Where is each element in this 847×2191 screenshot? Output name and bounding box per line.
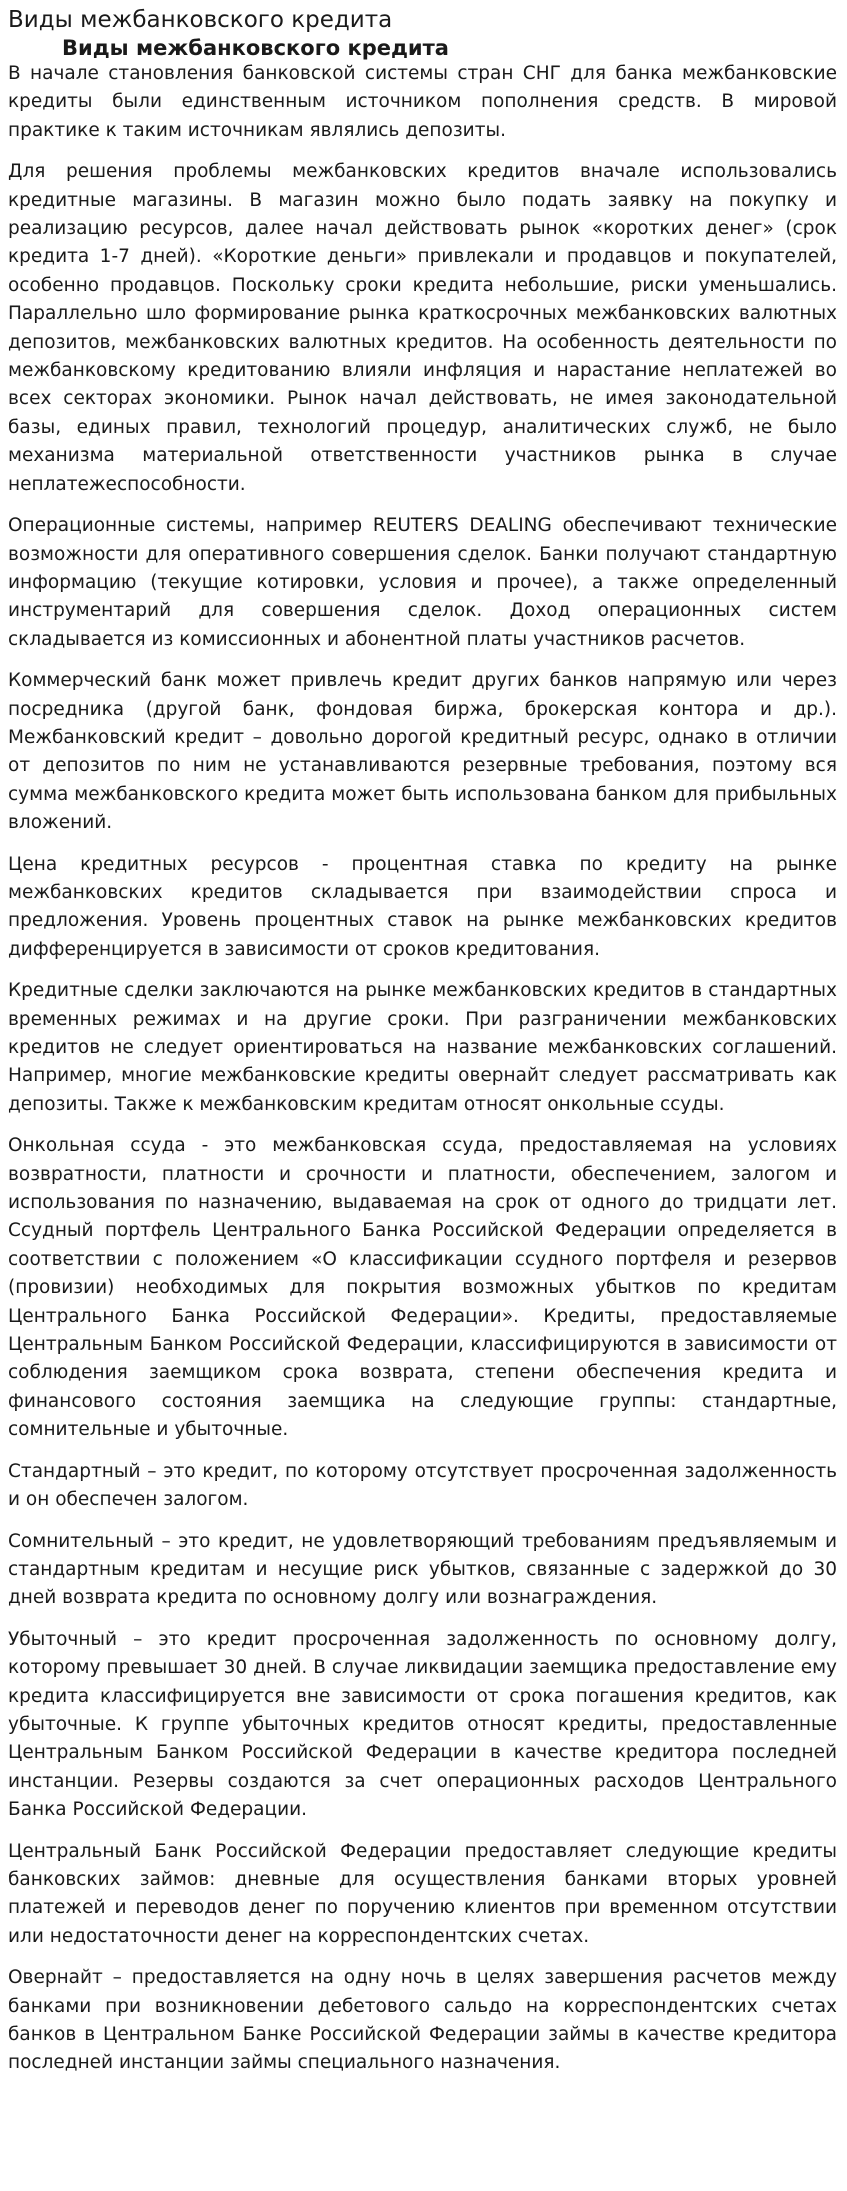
paragraph-price-of-resources: Цена кредитных ресурсов - процентная ставка по кредиту на рынке межбанковских кредитов складывается при взаимодействии спроса и предложения. Уровень процентных ставок на рынке межбанковских кредитов дифференцируется в зависимости от сроков кредитования. [8, 853, 837, 960]
paragraph-call-loan: Онкольная ссуда - это межбанковская ссуда, предоставляемая на условиях возвратности, платности и срочности и платности, обеспечением, залогом и использования по назначению, выдаваемая на срок от одного до тридцати лет. Ссудный портфель Центрального Банка Российской Федерации определяется в соответствии с положением «О классификации ссудного портфеля и резервов (провизии) необходимых для покрытия возможных убытков по кредитам Центрального Банка Российской Федерации». Кредиты, предоставляемые Центральным Банком Российской Федерации, классифицируются в зависимости от соблюдения заемщиком срока возврата, степени обеспечения кредита и финансового состояния заемщика на следующие группы: стандартные, сомнительные и убыточные. [8, 1135, 837, 1441]
paragraph-credit-deals: Кредитные сделки заключаются на рынке межбанковских кредитов в стандартных временных режимах и на другие сроки. При разграничении межбанковских кредитов не следует ориентироваться на название межбанковских соглашений. Например, многие межбанковские кредиты овернайт следует рассматривать как депозиты. Также к межбанковским кредитам относят онкольные ссуды. [8, 980, 837, 1115]
paragraph-loss: Убыточный – это кредит просроченная задолженность по основному долгу, которому превышает 30 дней. В случае ликвидации заемщика предоставление ему кредита классифицируется вне зависимости от срока погашения кредитов, как убыточные. К группе убыточных кредитов относят кредиты, предоставленные Центральным Банком Российской Федерации в качестве кредитора последней инстанции. Резервы создаются за счет операционных расходов Центрального Банка Российской Федерации. [8, 1628, 837, 1821]
paragraph-commercial-bank: Коммерческий банк может привлечь кредит других банков напрямую или через посредника (другой банк, фондовая биржа, брокерская контора и др.). Межбанковский кредит – довольно дорогой кредитный ресурс, однако в отличии от депозитов по ним не устанавливаются резервные требования, поэтому вся сумма межбанковского кредита может быть использована банком для прибыльных вложений. [8, 670, 837, 834]
paragraph-intro: В начале становления банковской системы стран СНГ для банка межбанковские кредиты были единственным источником пополнения средств. В мировой практике к таким источникам являлись депозиты. [8, 63, 837, 141]
paragraph-operational-systems: Операционные системы, например REUTERS DEALING обеспечивают технические возможности для оперативного совершения сделок. Банки получают стандартную информацию (текущие котировки, условия и прочее), а также определенный инструментарий для совершения сделок. Доход операционных систем складывается из комиссионных и абонентной платы участников расчетов. [8, 515, 837, 650]
paragraph-central-bank-credits: Центральный Банк Российской Федерации предоставляет следующие кредиты банковских займов: дневные для осуществления банками вторых уровней платежей и переводов денег по поручению клиентов при временном отсутствии или недостаточности денег на корреспондентских счетах. [8, 1840, 837, 1947]
article-heading: Виды межбанковского кредита [62, 36, 449, 60]
paragraph-standard: Стандартный – это кредит, по которому отсутствует просроченная задолженность и он обеспечен залогом. [8, 1460, 837, 1511]
paragraph-doubtful: Сомнительный – это кредит, не удовлетворяющий требованиям предъявляемым и стандартным кредитам и несущие риск убытков, связанные с задержкой до 30 дней возврата кредита по основному долгу или вознаграждения. [8, 1530, 837, 1609]
page-title: Виды межбанковского кредита [8, 7, 393, 33]
paragraph-overnight: Овернайт – предоставляется на одну ночь в целях завершения расчетов между банками при возникновении дебетового сальдо на корреспондентских счетах банков в Центральном Банке Российской Федерации займы в качестве кредитора последней инстанции займы специального назначения. [8, 1967, 837, 2074]
paragraph-credit-shops: Для решения проблемы межбанковских кредитов вначале использовались кредитные магазины. В магазин можно было подать заявку на покупку и реализацию ресурсов, далее начал действовать рынок «коротких денег» (срок кредита 1-7 дней). «Короткие деньги» привлекали и продавцов и покупателей, особенно продавцов. Поскольку сроки кредита небольшие, риски уменьшались. Параллельно шло формирование рынка краткосрочных межбанковских валютных депозитов, межбанковских валютных кредитов. На особенность деятельности по межбанковскому кредитованию влияли инфляция и нарастание неплатежей во всех секторах экономики. Рынок начал действовать, не имея законодательной базы, единых правил, технологий процедур, аналитических служб, не было механизма материальной ответственности участников рынка в случае неплатежеспособности. [8, 161, 837, 495]
